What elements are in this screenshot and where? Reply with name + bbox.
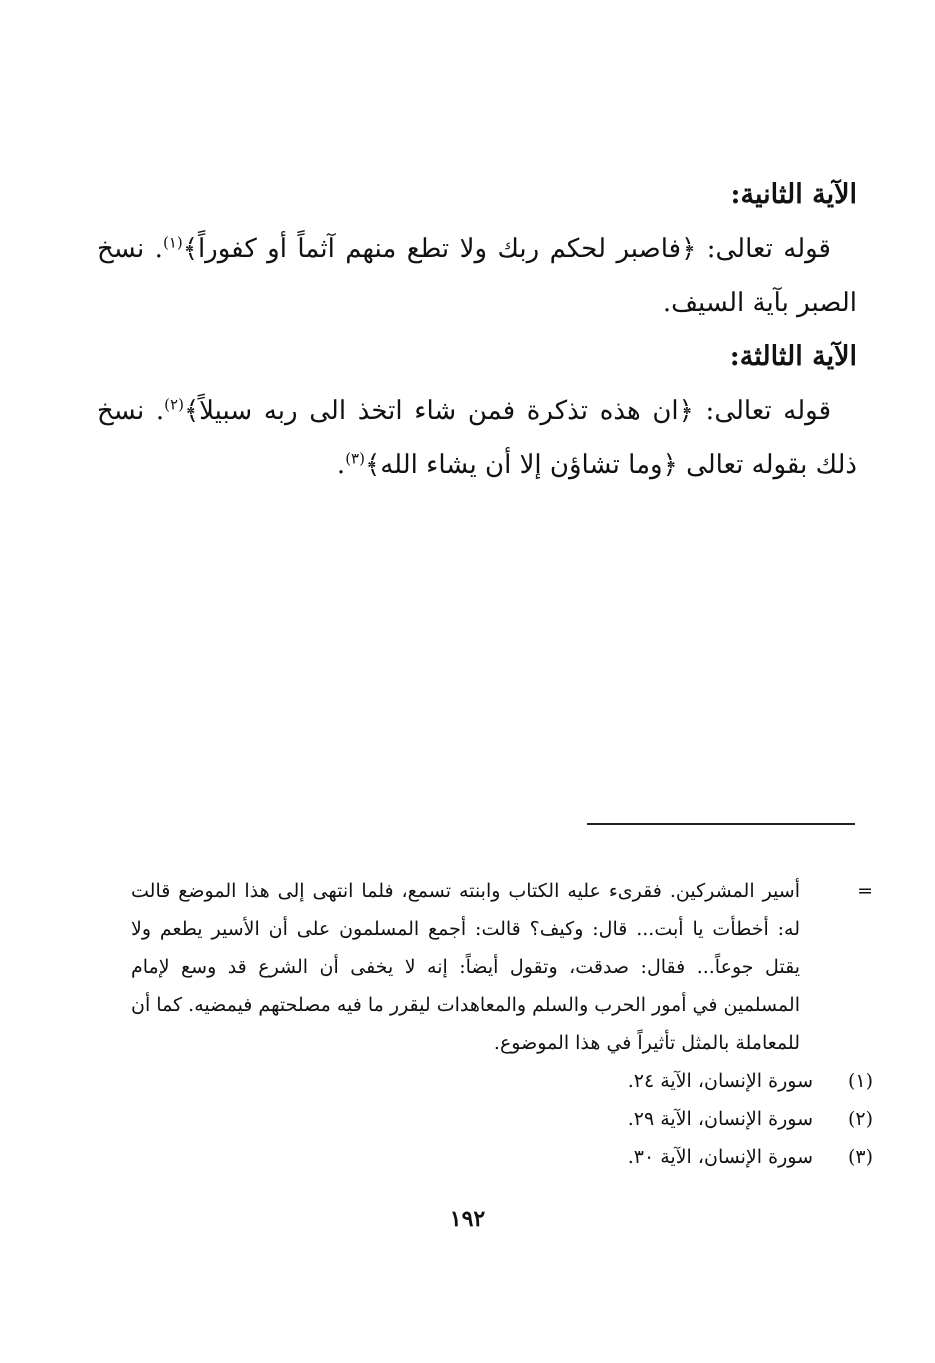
verse2-text-a: قوله تعالى: ﴿فاصبر لحكم ربك ولا تطع منهم آثماً أو كفوراً﴾ (182, 234, 831, 264)
verse2-paragraph (97, 222, 857, 330)
footnote-text: سورة الإنسان، الآية ٣٠. (627, 1146, 813, 1168)
footnote-number: (٣) (847, 1146, 873, 1168)
footnote-divider (587, 823, 855, 825)
verse3-text-a: قوله تعالى: ﴿ان هذه تذكرة فمن شاء اتخذ الى ربه سبيلاً﴾ (183, 396, 832, 426)
verse3-heading: الآية الثالثة: (729, 341, 857, 372)
verse2-text-b: . نسخ الصبر بآية السيف. (97, 234, 857, 318)
footnote-item (131, 1062, 873, 1100)
verse3-text-c: . (336, 450, 346, 480)
page-number: ١٩٢ (449, 1206, 486, 1232)
footnote-ref-1: (١) (162, 233, 183, 252)
verse3-paragraph (97, 384, 857, 492)
footnotes (131, 872, 873, 1176)
footnote-item (131, 1100, 873, 1138)
footnote-number: (١) (847, 1070, 873, 1092)
footnote-item (131, 1138, 873, 1176)
continuation-mark: = (857, 880, 873, 902)
footnote-ref-3: (٣) (345, 449, 365, 468)
footnote-ref-2: (٢) (164, 395, 184, 414)
continuation-text: أسير المشركين. فقرىء عليه الكتاب وابنته تسمع، فلما انتهى إلى هذا الموضع قالت له: أخطأت يا أبت... قال: وكيف؟ قالت: أجمع المسلمون على أن الأسير يطعم ولا يقتل جوعاً... فقال: صدقت، وتقول أيضاً: إنه لا يخفى أن الشرع قد وسع لإمام المسلمين في أمور الحرب والسلم والمعاهدات ليقرر ما فيه مصلحتهم فيمضيه. كما أن للمعاملة بالمثل تأثيراً في هذا الموضوع. (131, 880, 800, 1054)
verse2-heading: الآية الثانية: (730, 179, 857, 210)
main-text (97, 168, 857, 492)
verse3-text-b: . نسخ ذلك بقوله تعالى ﴿وما تشاؤن إلا أن يشاء الله﴾ (97, 396, 857, 480)
footnote-text: سورة الإنسان، الآية ٢٤. (627, 1070, 813, 1092)
footnote-text: سورة الإنسان، الآية ٢٩. (627, 1108, 813, 1130)
footnote-continuation (131, 872, 873, 1062)
footnote-number: (٢) (847, 1108, 873, 1130)
